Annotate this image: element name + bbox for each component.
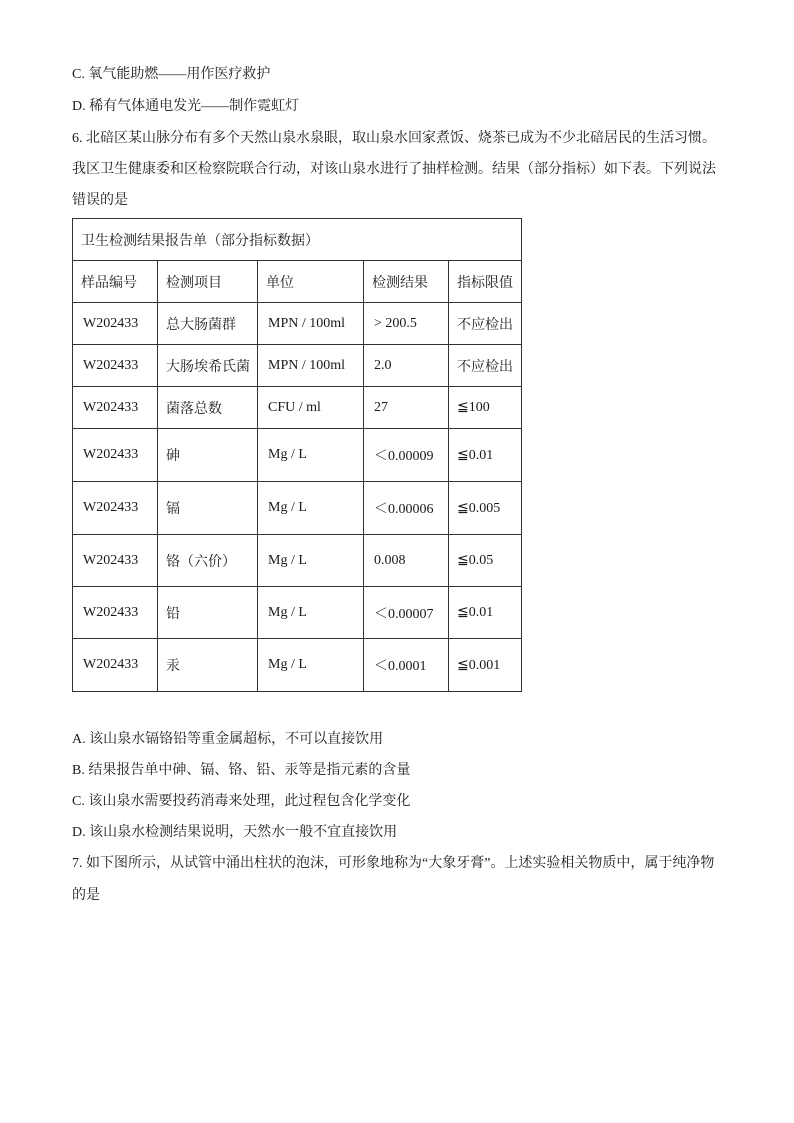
cell-limit: ≦100 xyxy=(449,387,522,429)
q6-stem-line-3: 错误的是 xyxy=(72,193,128,208)
q6-stem-line-1: 6. 北碚区某山脉分布有多个天然山泉水泉眼，取山泉水回家煮饭、烧茶已成为不少北碚居民的生活习惯。 xyxy=(72,131,716,146)
cell-result: ＜0.0001 xyxy=(364,639,449,692)
cell-test-item: 铬（六价） xyxy=(158,535,258,587)
cell-result: 27 xyxy=(364,387,449,429)
cell-limit: ≦0.005 xyxy=(449,482,522,535)
table-row xyxy=(73,639,522,692)
cell-unit: Mg / L xyxy=(258,587,364,639)
table-title: 卫生检测结果报告单（部分指标数据） xyxy=(73,219,522,261)
cell-limit: 不应检出 xyxy=(449,303,522,345)
cell-limit: ≦0.01 xyxy=(449,429,522,482)
table-row xyxy=(73,387,522,429)
cell-result: 2.0 xyxy=(364,345,449,387)
cell-limit: ≦0.001 xyxy=(449,639,522,692)
prev-option-c: C. 氧气能助燃——用作医疗救护 xyxy=(72,67,271,82)
table-row xyxy=(73,482,522,535)
q6-option-b: B. 结果报告单中砷、镉、铬、铅、汞等是指元素的含量 xyxy=(72,763,411,778)
q7-stem-line-2: 的是 xyxy=(72,888,100,903)
header-sample-id: 样品编号 xyxy=(73,261,158,303)
cell-sample-id: W202433 xyxy=(73,587,158,639)
header-test-item: 检测项目 xyxy=(158,261,258,303)
cell-unit: CFU / ml xyxy=(258,387,364,429)
table-row xyxy=(73,345,522,387)
cell-limit: ≦0.01 xyxy=(449,587,522,639)
table-header-row xyxy=(73,261,522,303)
cell-result: ＜0.00006 xyxy=(364,482,449,535)
cell-sample-id: W202433 xyxy=(73,639,158,692)
q7-stem-line-1: 7. 如下图所示，从试管中涌出柱状的泡沫，可形象地称为“大象牙膏”。上述实验相关物质中，属于纯净物 xyxy=(72,856,715,871)
cell-test-item: 砷 xyxy=(158,429,258,482)
cell-result: > 200.5 xyxy=(364,303,449,345)
cell-sample-id: W202433 xyxy=(73,303,158,345)
cell-test-item: 总大肠菌群 xyxy=(158,303,258,345)
cell-result: ＜0.00009 xyxy=(364,429,449,482)
prev-option-d: D. 稀有气体通电发光——制作霓虹灯 xyxy=(72,99,300,114)
cell-sample-id: W202433 xyxy=(73,429,158,482)
q6-stem-line-2: 我区卫生健康委和区检察院联合行动，对该山泉水进行了抽样检测。结果（部分指标）如下表。下列说法 xyxy=(72,162,716,177)
cell-test-item: 镉 xyxy=(158,482,258,535)
header-limit: 指标限值 xyxy=(449,261,522,303)
q6-option-c: C. 该山泉水需要投药消毒来处理，此过程包含化学变化 xyxy=(72,794,411,809)
cell-result: ＜0.00007 xyxy=(364,587,449,639)
test-report-table xyxy=(72,218,522,692)
cell-limit: ≦0.05 xyxy=(449,535,522,587)
cell-test-item: 汞 xyxy=(158,639,258,692)
table-row xyxy=(73,303,522,345)
table-row xyxy=(73,429,522,482)
cell-unit: Mg / L xyxy=(258,429,364,482)
cell-sample-id: W202433 xyxy=(73,345,158,387)
cell-sample-id: W202433 xyxy=(73,387,158,429)
cell-limit: 不应检出 xyxy=(449,345,522,387)
cell-unit: MPN / 100ml xyxy=(258,345,364,387)
cell-result: 0.008 xyxy=(364,535,449,587)
q6-option-a: A. 该山泉水镉铬铅等重金属超标，不可以直接饮用 xyxy=(72,732,384,747)
header-unit: 单位 xyxy=(258,261,364,303)
cell-sample-id: W202433 xyxy=(73,535,158,587)
table-row xyxy=(73,587,522,639)
table-row xyxy=(73,535,522,587)
cell-unit: Mg / L xyxy=(258,535,364,587)
header-result: 检测结果 xyxy=(364,261,449,303)
cell-unit: Mg / L xyxy=(258,639,364,692)
cell-sample-id: W202433 xyxy=(73,482,158,535)
table-title-row xyxy=(73,219,522,261)
cell-unit: Mg / L xyxy=(258,482,364,535)
q6-option-d: D. 该山泉水检测结果说明，天然水一般不宜直接饮用 xyxy=(72,825,398,840)
cell-test-item: 菌落总数 xyxy=(158,387,258,429)
cell-unit: MPN / 100ml xyxy=(258,303,364,345)
cell-test-item: 大肠埃希氏菌 xyxy=(158,345,258,387)
cell-test-item: 铅 xyxy=(158,587,258,639)
